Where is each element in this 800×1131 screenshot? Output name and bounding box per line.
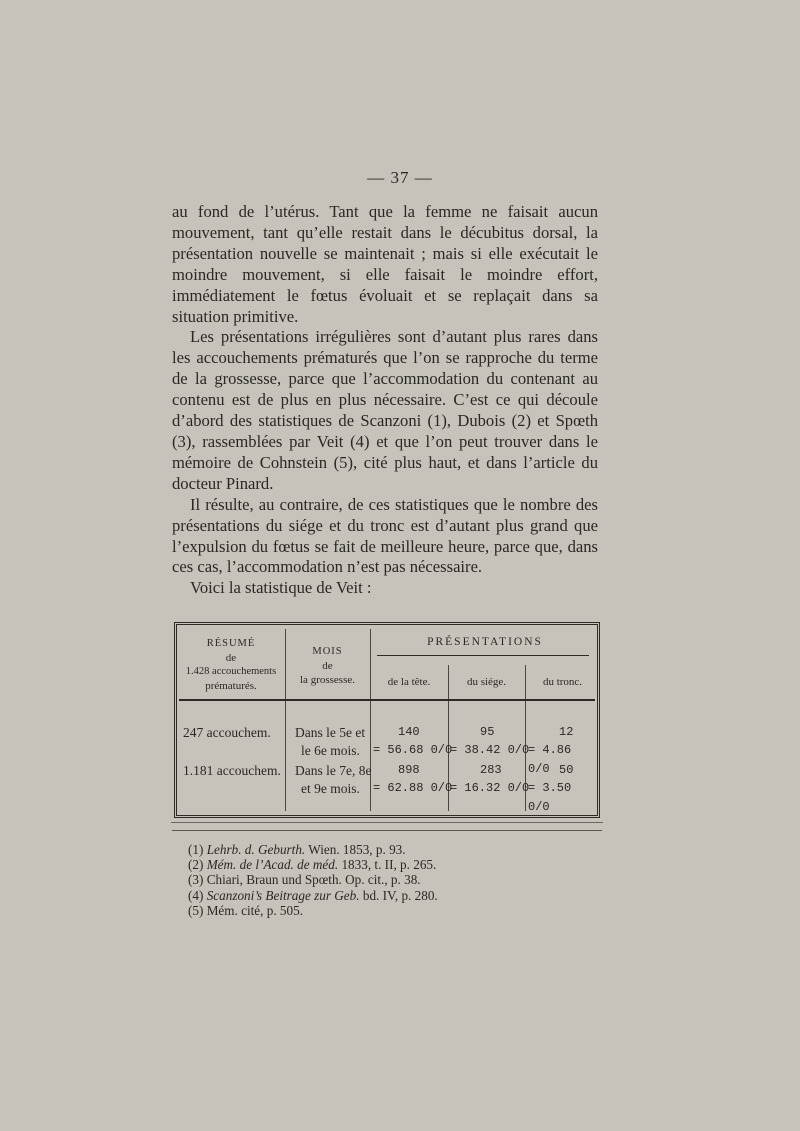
row1-mois-line2: le 6e mois.: [301, 743, 360, 758]
footnote-3: [188, 872, 608, 887]
row1-tronc-percent: = 4.86 0/0: [528, 743, 572, 776]
row1-siege-count: 95: [480, 725, 495, 739]
header-mois: MOIS: [312, 646, 343, 657]
footnote-title: Scanzoni’s Beitrage zur Geb.: [206, 887, 360, 903]
header-rule: [179, 699, 595, 701]
header-resume: RÉSUMÉ: [206, 638, 256, 649]
row2-mois-line1: Dans le 7e, 8e: [295, 763, 372, 778]
row2-tronc-percent: = 3.50 0/0: [528, 781, 572, 814]
footnote-separator: [172, 830, 602, 831]
footnote-ref: Wien. 1853, p. 93.: [305, 842, 406, 857]
row2-siege-count: 283: [480, 763, 502, 777]
row2-tete-percent: = 62.88 0/0: [373, 781, 453, 795]
header-grossesse: la grossesse.: [300, 674, 355, 686]
row1-siege-percent: = 38.42 0/0: [450, 743, 530, 757]
header-resume-count: 1.428 accouchements: [185, 666, 277, 677]
footnote-number: (2): [188, 857, 204, 873]
footnote-number: (4): [188, 887, 204, 903]
column-divider: [370, 629, 371, 811]
footnote-1: [188, 842, 608, 857]
row2-tete-count: 898: [398, 763, 420, 777]
header-presentations: PRÉSENTATIONS: [427, 636, 543, 648]
row1-mois-line1: Dans le 5e et: [295, 725, 366, 740]
footnote-ref: Mém. cité, p. 505.: [203, 902, 304, 918]
row2-siege-percent: = 16.32 0/0: [450, 781, 530, 795]
row1-tete-percent: = 56.68 0/0: [373, 743, 453, 757]
footnote-number: (3): [188, 872, 204, 888]
paragraph-4: Voici la statistique de Veit :: [190, 578, 372, 598]
page-number: — 37 —: [367, 168, 433, 187]
row1-resume: 247 accouchem.: [183, 725, 271, 740]
row2-resume: 1.181 accouchem.: [183, 763, 281, 778]
footnote-ref: 1833, t. II, p. 265.: [338, 857, 437, 873]
footnote-title: Lehrb. d. Geburth.: [206, 842, 306, 857]
body-text: [172, 202, 598, 599]
footnote-ref: bd. IV, p. 280.: [359, 887, 438, 903]
header-resume-de: de: [225, 652, 237, 664]
veit-statistics-table: [174, 622, 600, 818]
header-tronc: du tronc.: [542, 676, 583, 688]
footnote-5: [188, 903, 608, 918]
paragraph-3: Il résulte, au contraire, de ces statistiques que le nombre des présentations du siége et du tronc est d’autant plus grand que l’expulsion du fœtus se fait de meilleure heure, parce que, dans ces cas, l’accommodation n’est pas nécessaire.: [172, 494, 598, 577]
presentations-rule: [377, 655, 589, 656]
row1-tete-count: 140: [398, 725, 420, 739]
paragraph-1: au fond de l’utérus. Tant que la femme ne faisait aucun mouvement, tant qu’elle restait dans le décubitus dorsal, la présentation nouvelle se maintenait ; mais si elle exécutait le moindre mouvement, si elle faisait le moindre effort, immédiatement le fœtus évoluait et se replaçait dans sa situation primitive.: [172, 202, 598, 326]
header-siege: du siége.: [466, 676, 507, 688]
header-mois-de: de: [322, 660, 333, 672]
row1-tronc-count: 12: [559, 725, 574, 739]
footnote-number: (1): [188, 842, 204, 857]
row2-mois-line2: et 9e mois.: [301, 781, 360, 796]
footnote-4: [188, 888, 608, 903]
footnote-number: (5): [188, 902, 204, 918]
row2-tronc-count: 50: [559, 763, 574, 777]
header-tete: de la tête.: [387, 676, 431, 688]
paragraph-2: Les présentations irrégulières sont d’autant plus rares dans les accouchements prématurés que l’on se rapproche du terme de la grossesse, parce que l’accommodation du contenant au contenu est de plus en plus nécessaire. C’est ce qui découle d’abord des statistiques de Scanzoni (1), Dubois (2) et Spœth (3), rassemblées par Veit (4) et que l’on peut trouver dans le mémoire de Cohnstein (5), cité plus haut, et dans l’article du docteur Pinard.: [172, 327, 598, 493]
footnotes: [188, 842, 608, 918]
footnote-2: [188, 857, 608, 872]
footnote-ref: Chiari, Braun und Spœth. Op. cit., p. 38.: [203, 872, 421, 888]
footnote-title: Mém. de l’Acad. de méd.: [206, 857, 339, 873]
header-resume-prem: prématurés.: [205, 680, 257, 692]
